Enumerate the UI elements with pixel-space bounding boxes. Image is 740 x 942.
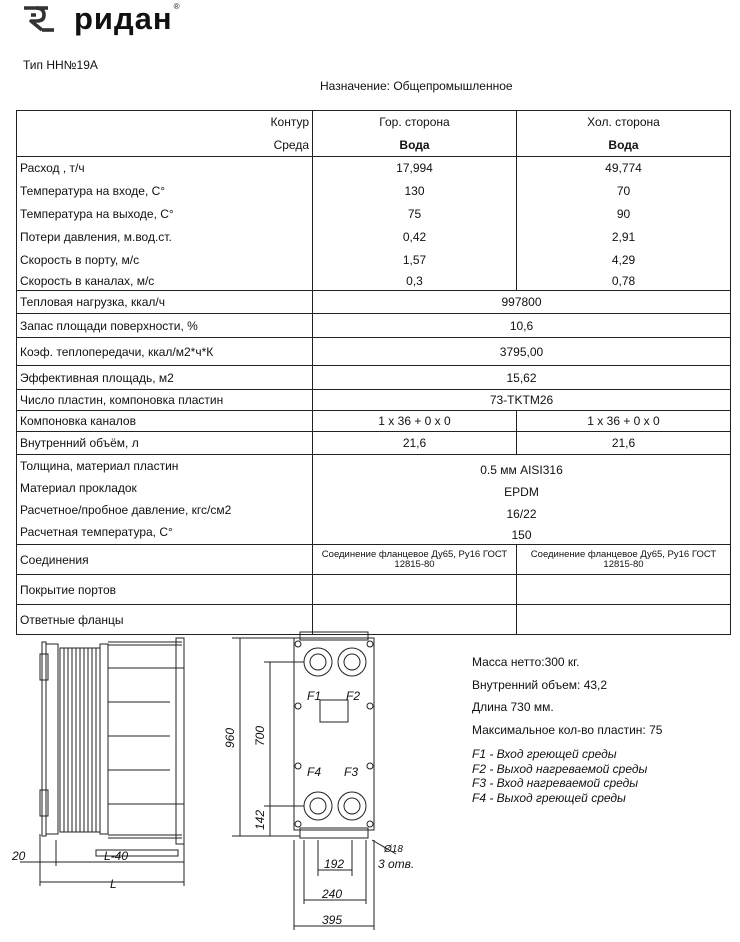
cold-side-header: Хол. сторона	[517, 111, 731, 134]
table-row	[17, 203, 731, 226]
table-row	[17, 477, 731, 499]
ports-legend	[472, 747, 647, 805]
hot-value: 130	[313, 180, 517, 203]
brand-logo	[22, 2, 180, 34]
row-label: Запас площади поверхности, %	[17, 314, 313, 338]
merged-value: 73-TKTM26	[313, 390, 731, 411]
hole-diameter: Ø18	[384, 844, 403, 855]
front-view-drawing	[232, 632, 396, 930]
table-row	[17, 411, 731, 432]
holes-count: 3 отв.	[378, 857, 415, 871]
legend-f2: F2 - Выход нагреваемой среды	[472, 761, 648, 776]
table-row	[17, 226, 731, 249]
cold-value: 70	[517, 180, 731, 203]
row-label: Коэф. теплопередачи, ккал/м2*ч*К	[17, 338, 313, 366]
table-row	[17, 291, 731, 314]
cold-value: 21,6	[517, 432, 731, 455]
connections-label: Соединения	[17, 545, 313, 575]
dim-395: 395	[322, 913, 343, 927]
hot-medium: Вода	[313, 134, 517, 157]
merged-value: 10,6	[313, 314, 731, 338]
row-label: Толщина, материал пластин	[17, 455, 313, 477]
spec-internal-volume: Внутренний объем: 43,2	[472, 677, 608, 692]
table-row	[17, 455, 731, 477]
row-label: Расчетная температура, С°	[17, 521, 313, 545]
device-purpose: Назначение: Общепромышленное	[320, 79, 513, 93]
cold-value: 1 x 36 + 0 x 0	[517, 411, 731, 432]
device-specs	[472, 655, 662, 745]
row-label: Потери давления, м.вод.ст.	[17, 226, 313, 249]
label-f1: F1	[307, 689, 322, 703]
table-row	[17, 249, 731, 272]
row-label: Эффективная площадь, м2	[17, 366, 313, 390]
table-row	[17, 499, 731, 521]
medium-label: Среда	[17, 134, 313, 157]
legend-f1: F1 - Вход греющей среды	[472, 747, 617, 761]
row-label: Скорость в порту, м/с	[17, 249, 313, 272]
row-label: Температура на выходе, С°	[17, 203, 313, 226]
row-label: Компоновка каналов	[17, 411, 313, 432]
cold-value: 4,29	[517, 249, 731, 272]
row-label: Скорость в каналах, м/с	[17, 272, 313, 291]
row-label: Расход , т/ч	[17, 157, 313, 180]
dim-700: 700	[253, 725, 267, 746]
legend-f4: F4 - Выход греющей среды	[472, 790, 626, 805]
device-type: Тип НН№19А	[23, 58, 98, 72]
label-f4: F4	[307, 765, 322, 779]
merged-value: EPDM	[313, 477, 731, 499]
table-row	[17, 180, 731, 203]
hot-value: 17,994	[313, 157, 517, 180]
row-label: Число пластин, компоновка пластин	[17, 390, 313, 411]
medium-row	[17, 134, 731, 157]
merged-value: 16/22	[313, 499, 731, 521]
port-coating-label: Покрытие портов	[17, 575, 313, 605]
spec-length: Длина 730 мм.	[472, 700, 554, 714]
table-row	[17, 272, 731, 291]
legend-f3: F3 - Вход нагреваемой среды	[472, 776, 639, 790]
contour-label: Контур	[17, 111, 313, 134]
dim-20: 20	[12, 849, 26, 863]
table-row	[17, 432, 731, 455]
merged-value: 997800	[313, 291, 731, 314]
cold-connection: Соединение фланцевое Ду65, Ру16 ГОСТ 12815-80	[517, 545, 731, 575]
cold-value: 90	[517, 203, 731, 226]
spec-table	[16, 110, 731, 635]
row-label: Температура на входе, С°	[17, 180, 313, 203]
cold-value: 49,774	[517, 157, 731, 180]
row-label: Внутренний объём, л	[17, 432, 313, 455]
spec-weight: Масса нетто:300 кг.	[472, 655, 580, 669]
side-view-drawing	[20, 638, 184, 886]
merged-value: 150	[313, 521, 731, 545]
cold-medium: Вода	[517, 134, 731, 157]
merged-value: 3795,00	[313, 338, 731, 366]
dim-l: L	[110, 877, 117, 891]
mating-flanges-label: Ответные фланцы	[17, 605, 313, 635]
cold-value: 0,78	[517, 272, 731, 291]
connections-row	[17, 545, 731, 575]
table-row	[17, 157, 731, 180]
table-row	[17, 521, 731, 545]
row-label: Тепловая нагрузка, ккал/ч	[17, 291, 313, 314]
brand-registered-mark: ®	[173, 1, 180, 11]
dim-142: 142	[253, 809, 267, 830]
dim-192: 192	[324, 857, 345, 871]
hot-connection: Соединение фланцевое Ду65, Ру16 ГОСТ 12815-80	[313, 545, 517, 575]
dim-960: 960	[223, 727, 237, 748]
dim-l40: L-40	[104, 849, 129, 863]
label-f3: F3	[344, 765, 359, 779]
table-row	[17, 366, 731, 390]
row-label: Расчетное/пробное давление, кгс/см2	[17, 499, 313, 521]
hot-value: 75	[313, 203, 517, 226]
row-label: Материал прокладок	[17, 477, 313, 499]
table-row	[17, 338, 731, 366]
hot-value: 1 x 36 + 0 x 0	[313, 411, 517, 432]
dim-240: 240	[322, 887, 343, 901]
hot-value: 21,6	[313, 432, 517, 455]
table-row	[17, 390, 731, 411]
table-row	[17, 314, 731, 338]
table-header-row	[17, 111, 731, 134]
port-coating-row	[17, 575, 731, 605]
spec-max-plates: Максимальное кол-во пластин: 75	[472, 722, 663, 737]
merged-value: 0.5 мм AISI316	[313, 455, 731, 477]
cold-value: 2,91	[517, 226, 731, 249]
technical-drawing	[0, 630, 460, 942]
hot-value: 1,57	[313, 249, 517, 272]
hot-side-header: Гор. сторона	[313, 111, 517, 134]
hot-value: 0,3	[313, 272, 517, 291]
label-f2: F2	[346, 689, 361, 703]
ridan-logo-icon	[22, 4, 56, 32]
merged-value: 15,62	[313, 366, 731, 390]
hot-value: 0,42	[313, 226, 517, 249]
brand-name: ридан	[74, 0, 173, 36]
